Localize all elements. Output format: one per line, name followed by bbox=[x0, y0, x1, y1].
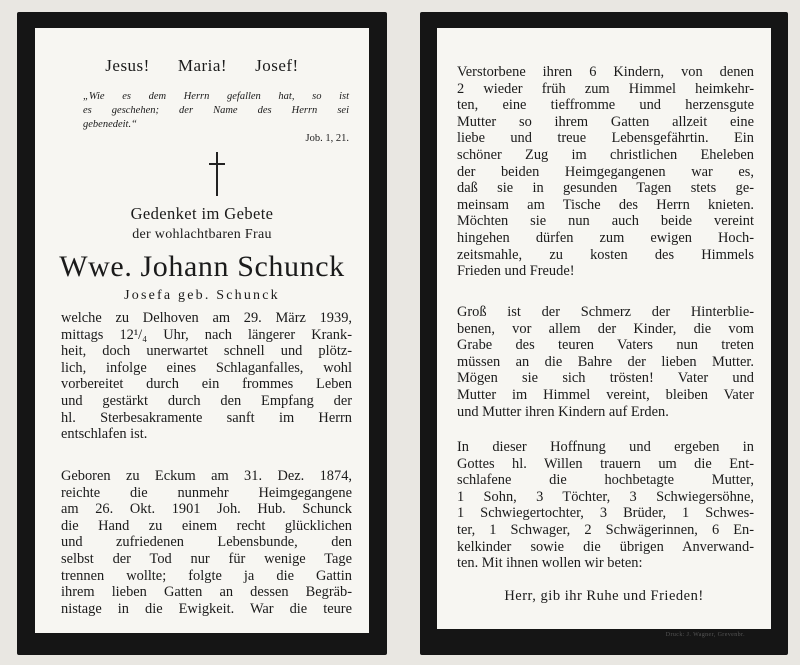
text-line: und zufriedenen Lebensbunde, den bbox=[61, 534, 352, 551]
text-line: mittags 12¹/₄ Uhr, nach längerer Krank- bbox=[61, 326, 352, 343]
text-line: und Mutter ihren Kindern auf Erden. bbox=[457, 403, 669, 420]
family-paragraph bbox=[457, 64, 754, 280]
memorial-card-left-page bbox=[17, 12, 387, 655]
text-line: heit, doch unerwartet schnell und plötz- bbox=[61, 343, 352, 360]
text-line: nistage in die Ewigkeit. War die teure bbox=[61, 600, 352, 617]
text-line: ihrem lieben Gatten an dessen Begräb- bbox=[61, 584, 352, 601]
text-line: Mutter so ihrem Gatten allzeit eine bbox=[457, 113, 754, 130]
text-line: 1 Schwiegertochter, 3 Brüder, 1 Schwes- bbox=[457, 505, 754, 522]
bible-quote bbox=[83, 90, 349, 146]
memorial-card-right-page bbox=[420, 12, 788, 655]
text-line: Frieden und Freude! bbox=[457, 263, 575, 280]
text-line: zeitsmahle, zu kosten des Himmels bbox=[457, 246, 754, 263]
honorific-line: der wohlachtbaren Frau bbox=[132, 227, 272, 242]
right-page-paper bbox=[437, 28, 771, 638]
holy-name-josef: Josef! bbox=[255, 56, 299, 75]
text-line: daß sie in gesunden Tagen stets ge- bbox=[457, 180, 754, 197]
death-paragraph bbox=[61, 310, 352, 443]
text-line: hl. Sterbesakramente sanft im Herrn bbox=[61, 409, 352, 426]
biography-paragraph bbox=[61, 468, 352, 617]
text-line: Grabe des teuren Vaters nun treten bbox=[457, 337, 754, 354]
text-line: benen, vor allem der Kinder, die vom bbox=[457, 320, 754, 337]
text-line: hingehen dürfen zum ewigen Hoch- bbox=[457, 229, 754, 246]
closing-prayer: Herr, gib ihr Ruhe und Frieden! bbox=[504, 588, 704, 604]
text-line: trennen wollte; folgte ja die Gattin bbox=[61, 567, 352, 584]
consolation-paragraph bbox=[457, 304, 754, 420]
text-line: selbst der Tod nur für wenige Tage bbox=[61, 550, 352, 567]
quote-line: es geschehen; der Name des Herrn sei bbox=[83, 105, 349, 116]
text-line: vorbereitet durch ein frommes Leben bbox=[61, 376, 352, 393]
text-line: Verstorbene ihren 6 Kindern, von denen bbox=[457, 64, 754, 80]
mourners-paragraph bbox=[457, 439, 754, 572]
quote-reference: Job. 1, 21. bbox=[305, 133, 349, 144]
text-line: 1 Sohn, 3 Töchter, 3 Schwiegersöhne, bbox=[457, 488, 754, 505]
text-line: ten. Mit ihnen wollen wir beten: bbox=[457, 555, 643, 572]
left-page-paper bbox=[35, 28, 369, 633]
text-line: müssen an die Bahre der lieben Mutter. bbox=[457, 353, 754, 370]
quote-line: gebenedeit.“ bbox=[83, 119, 137, 130]
printer-imprint: Druck: J. Wagner, Grevenbr. bbox=[665, 632, 745, 638]
text-line: kelkinder sowie die übrigen Anverwand- bbox=[457, 538, 754, 555]
text-line: Möchten sie nun auch beide vereint bbox=[457, 213, 754, 230]
text-line: am 26. Okt. 1901 Joh. Hub. Schunck bbox=[61, 501, 352, 518]
cross-icon bbox=[208, 152, 226, 196]
text-line: In dieser Hoffnung und ergeben in bbox=[457, 439, 754, 455]
text-line: lich, infolge eines Schlaganfalles, wohl bbox=[61, 359, 352, 376]
text-line: und gestärkt durch den Empfang der bbox=[61, 392, 352, 409]
text-line: ten, eine tieffromme und herzensgute bbox=[457, 97, 754, 114]
birth-name: Josefa geb. Schunck bbox=[124, 288, 280, 303]
text-line: Mutter im Himmel vereint, bleiben Vater bbox=[457, 386, 754, 403]
quote-line: „Wie es dem Herrn gefallen hat, so ist bbox=[83, 91, 349, 102]
text-line: schöner Zug im christlichen Eheleben bbox=[457, 146, 754, 163]
text-line: der beiden Heimgegangenen war es, bbox=[457, 163, 754, 180]
text-line: reichte die nunmehr Heimgegangene bbox=[61, 484, 352, 501]
text-line: Groß ist der Schmerz der Hinterblie- bbox=[457, 304, 754, 320]
text-line: Mögen sie sich trösten! Vater und bbox=[457, 370, 754, 387]
text-line: liebe und treue Lebensgefährtin. Ein bbox=[457, 130, 754, 147]
text-line: welche zu Delhoven am 29. März 1939, bbox=[61, 310, 352, 326]
text-line: 2 wieder früh zum Himmel heimkehr- bbox=[457, 80, 754, 97]
text-line: ter, 1 Schwager, 2 Schwägerinnen, 6 En- bbox=[457, 521, 754, 538]
text-line: Gottes hl. Willen trauern um die Ent- bbox=[457, 455, 754, 472]
holy-names-line bbox=[35, 56, 369, 76]
deceased-name: Wwe. Johann Schunck bbox=[59, 250, 345, 283]
text-line: die Hand zu einem recht glücklichen bbox=[61, 517, 352, 534]
text-line: meinsam am Tische des Herrn knieten. bbox=[457, 196, 754, 213]
gedenket-heading: Gedenket im Gebete bbox=[130, 204, 274, 223]
holy-name-maria: Maria! bbox=[177, 56, 228, 75]
text-line: schlafene die hochbetagte Mutter, bbox=[457, 472, 754, 489]
text-line: entschlafen ist. bbox=[61, 426, 148, 443]
text-line: Geboren zu Eckum am 31. Dez. 1874, bbox=[61, 468, 352, 484]
holy-name-jesus: Jesus! bbox=[105, 56, 150, 75]
